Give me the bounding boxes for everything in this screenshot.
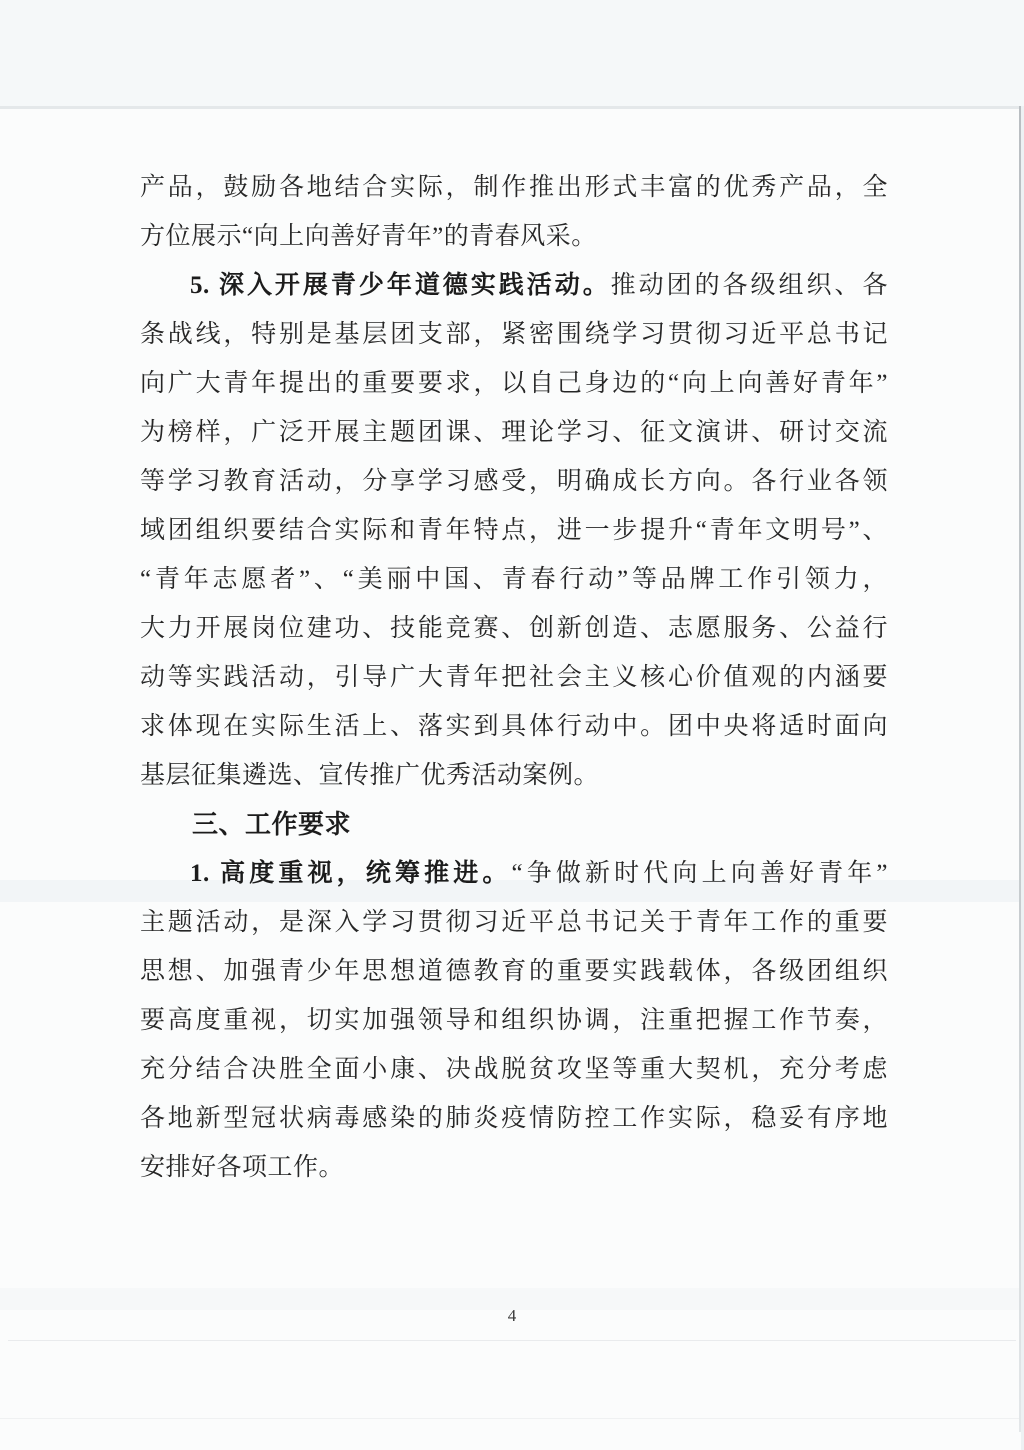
scan-page-edge-line [1019,106,1021,1432]
text-line [140,849,888,898]
text-line [140,604,888,653]
text-line [140,457,888,506]
text-line [140,751,888,800]
body-text: 要高度重视，切实加强领导和组织协调，注重把握工作节奏， [140,1007,888,1034]
body-text: 域团组织要结合实际和青年特点，进一步提升“青年文明号”、 [140,517,888,544]
text-line [140,212,888,261]
body-text: 条战线，特别是基层团支部，紧密围绕学习贯彻习近平总书记 [140,321,888,348]
text-line [140,653,888,702]
scan-hairline-top [0,106,1024,109]
body-text: 大力开展岗位建功、技能竞赛、创新创造、志愿服务、公益行 [140,615,888,642]
body-text: 思想、加强青少年思想道德教育的重要实践载体，各级团组织 [140,958,888,985]
scan-hairline-bottom-1 [8,1340,1016,1341]
text-line [140,898,888,947]
body-text: 动等实践活动，引导广大青年把社会主义核心价值观的内涵要 [140,664,888,691]
body-text: 产品，鼓励各地结合实际，制作推出形式丰富的优秀产品，全 [140,174,888,201]
body-text: 安排好各项工作。 [140,1154,345,1181]
text-line [140,408,888,457]
text-line [140,702,888,751]
text-line [140,947,888,996]
body-text: 主题活动，是深入学习贯彻习近平总书记关于青年工作的重要 [140,909,888,936]
body-text: 充分结合决胜全面小康、决战脱贫攻坚等重大契机，充分考虑 [140,1056,888,1083]
body-text: 各地新型冠状病毒感染的肺炎疫情防控工作实际，稳妥有序地 [140,1105,888,1132]
text-line [140,261,888,310]
body-text: 基层征集遴选、宣传推广优秀活动案例。 [140,762,600,789]
body-text: 为榜样，广泛开展主题团课、理论学习、征文演讲、研讨交流 [140,419,888,446]
text-line [140,996,888,1045]
body-text: 向广大青年提出的重要要求，以自己身边的“向上向善好青年” [140,370,888,397]
emphasis-text: 三、工作要求 [192,809,352,839]
text-line [140,506,888,555]
text-line [140,1094,888,1143]
emphasis-text: 1. 高度重视，统筹推进。 [190,860,512,887]
body-text: “争做新时代向上向善好青年” [511,860,888,887]
body-text: 等学习教育活动，分享学习感受，明确成长方向。各行业各领 [140,468,888,495]
body-text: 方位展示“向上向善好青年”的青春风采。 [140,223,597,250]
text-line [140,310,888,359]
text-line [140,1143,888,1192]
page-number: 4 [507,1306,517,1325]
scan-hairline-bottom-2 [0,1418,1024,1419]
section-heading [140,800,888,849]
text-line [140,359,888,408]
body-text: 求体现在实际生活上、落实到具体行动中。团中央将适时面向 [140,713,888,740]
scan-band-top [0,0,1024,106]
text-line [140,555,888,604]
document-text [140,163,888,1192]
emphasis-text: 5. 深入开展青少年道德实践活动。 [190,272,611,299]
body-text: “青年志愿者”、“美丽中国、青春行动”等品牌工作引领力， [140,566,888,593]
text-line [140,163,888,212]
text-line [140,1045,888,1094]
body-text: 推动团的各级组织、各 [610,272,888,299]
